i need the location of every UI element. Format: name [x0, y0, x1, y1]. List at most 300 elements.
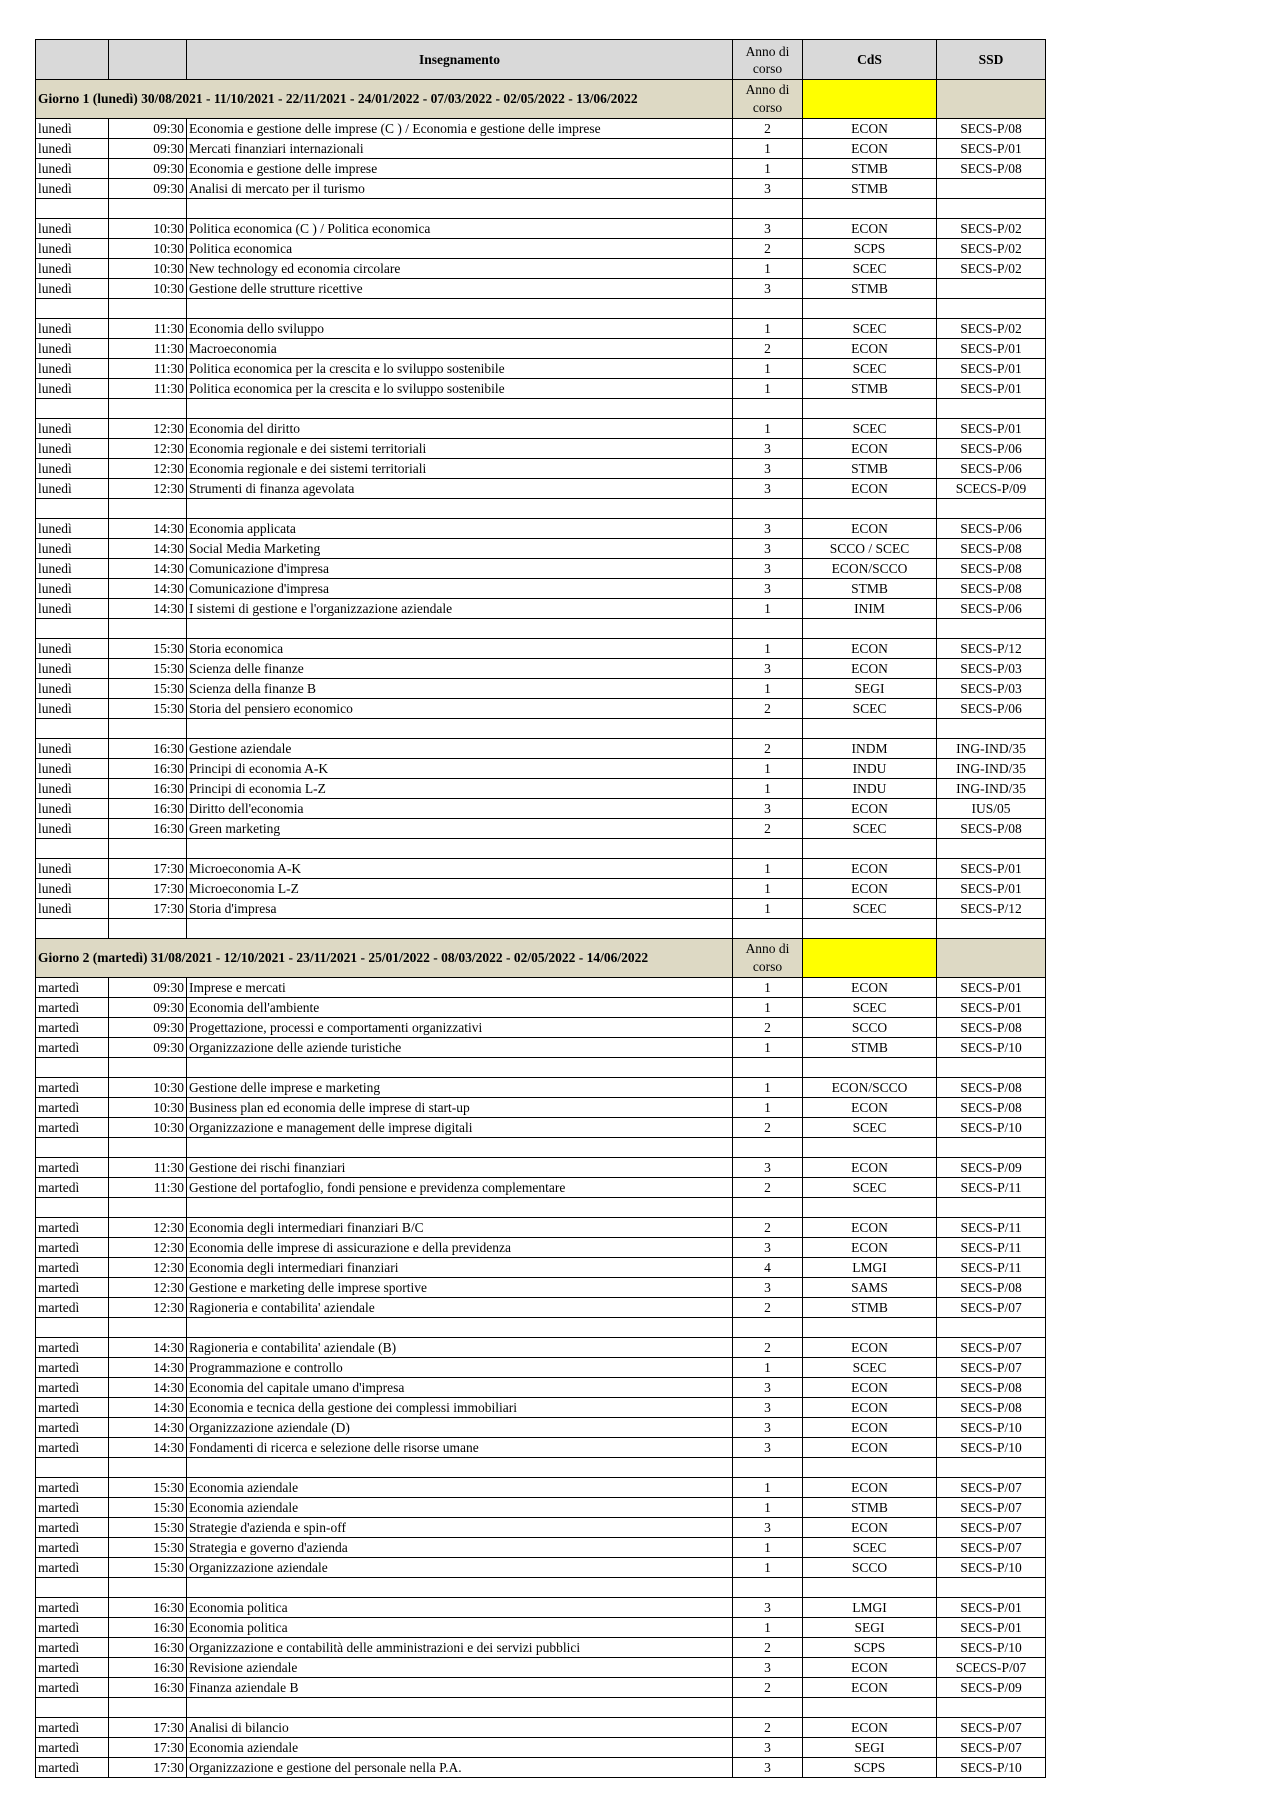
time-cell: 10:30	[109, 219, 187, 239]
year-cell: 1	[733, 1358, 803, 1378]
cds-cell: ECON	[803, 1678, 937, 1698]
day-cell: lunedì	[36, 759, 109, 779]
year-cell: 1	[733, 419, 803, 439]
course-cell: Ragioneria e contabilita' aziendale	[187, 1298, 733, 1318]
year-cell: 1	[733, 1078, 803, 1098]
cds-cell: ECON	[803, 219, 937, 239]
day-title: Giorno 2 (martedì) 31/08/2021 - 12/10/2021 - 23/11/2021 - 25/01/2022 - 08/03/2022 - 02/05/2022 - 14/06/2022	[36, 939, 733, 978]
blank-cell	[803, 1458, 937, 1478]
blank-cell	[109, 1578, 187, 1598]
year-cell: 2	[733, 699, 803, 719]
time-cell: 16:30	[109, 739, 187, 759]
header-blank-1	[36, 40, 109, 80]
year-cell: 2	[733, 1298, 803, 1318]
cds-cell: SCEC	[803, 899, 937, 919]
ssd-cell: ING-IND/35	[937, 759, 1046, 779]
ssd-cell: IUS/05	[937, 799, 1046, 819]
year-cell: 2	[733, 1338, 803, 1358]
course-cell: Imprese e mercati	[187, 978, 733, 998]
blank-cell	[803, 839, 937, 859]
day-cell: lunedì	[36, 699, 109, 719]
year-cell: 1	[733, 1618, 803, 1638]
blank-cell	[187, 1318, 733, 1338]
blank-cell	[109, 919, 187, 939]
table-row	[36, 479, 1046, 499]
course-cell: Principi di economia L-Z	[187, 779, 733, 799]
time-cell: 14:30	[109, 559, 187, 579]
cds-cell: SCEC	[803, 699, 937, 719]
ssd-cell: SECS-P/06	[937, 599, 1046, 619]
blank-cell	[109, 399, 187, 419]
ssd-cell: SECS-P/01	[937, 339, 1046, 359]
blank-cell	[937, 719, 1046, 739]
blank-row	[36, 1138, 1046, 1158]
year-cell: 3	[733, 439, 803, 459]
course-cell: Finanza aziendale B	[187, 1678, 733, 1698]
cds-cell: SCPS	[803, 239, 937, 259]
blank-cell	[937, 919, 1046, 939]
schedule-body	[36, 40, 1046, 1778]
blank-cell	[187, 499, 733, 519]
blank-row	[36, 1578, 1046, 1598]
blank-cell	[803, 1578, 937, 1598]
course-cell: Gestione aziendale	[187, 739, 733, 759]
day-cell: martedì	[36, 1758, 109, 1778]
cds-cell: STMB	[803, 1498, 937, 1518]
course-cell: Comunicazione d'impresa	[187, 559, 733, 579]
table-row	[36, 799, 1046, 819]
blank-cell	[187, 199, 733, 219]
table-row	[36, 459, 1046, 479]
blank-cell	[109, 1458, 187, 1478]
year-cell: 1	[733, 1558, 803, 1578]
blank-cell	[937, 1458, 1046, 1478]
time-cell: 10:30	[109, 1118, 187, 1138]
blank-cell	[937, 299, 1046, 319]
table-row	[36, 1598, 1046, 1618]
year-cell: 3	[733, 1398, 803, 1418]
day-cell: martedì	[36, 1538, 109, 1558]
table-row	[36, 339, 1046, 359]
course-cell: Strategia e governo d'azienda	[187, 1538, 733, 1558]
blank-cell	[187, 399, 733, 419]
course-cell: Gestione e marketing delle imprese sportive	[187, 1278, 733, 1298]
time-cell: 14:30	[109, 1358, 187, 1378]
day-cell: lunedì	[36, 239, 109, 259]
course-cell: Politica economica (C ) / Politica economica	[187, 219, 733, 239]
cds-cell: ECON	[803, 1418, 937, 1438]
cds-cell: ECON	[803, 1218, 937, 1238]
blank-cell	[109, 1058, 187, 1078]
year-cell: 2	[733, 119, 803, 139]
table-row	[36, 739, 1046, 759]
ssd-cell: SECS-P/01	[937, 1598, 1046, 1618]
blank-cell	[733, 1458, 803, 1478]
cds-cell: SCEC	[803, 419, 937, 439]
blank-cell	[803, 199, 937, 219]
day-cell: lunedì	[36, 679, 109, 699]
blank-cell	[187, 839, 733, 859]
year-cell: 1	[733, 599, 803, 619]
year-cell: 3	[733, 1518, 803, 1538]
year-cell: 1	[733, 899, 803, 919]
ssd-cell: ING-IND/35	[937, 739, 1046, 759]
blank-cell	[36, 839, 109, 859]
time-cell: 16:30	[109, 819, 187, 839]
year-cell: 2	[733, 1178, 803, 1198]
blank-cell	[733, 299, 803, 319]
blank-cell	[733, 919, 803, 939]
table-row	[36, 779, 1046, 799]
ssd-cell: SECS-P/11	[937, 1178, 1046, 1198]
blank-row	[36, 839, 1046, 859]
course-cell: Politica economica	[187, 239, 733, 259]
table-row	[36, 1518, 1046, 1538]
blank-cell	[36, 919, 109, 939]
blank-cell	[187, 1138, 733, 1158]
day-cell: lunedì	[36, 119, 109, 139]
course-cell: New technology ed economia circolare	[187, 259, 733, 279]
year-cell: 2	[733, 339, 803, 359]
course-cell: Analisi di bilancio	[187, 1718, 733, 1738]
course-cell: Economia e gestione delle imprese (C ) / Economia e gestione delle imprese	[187, 119, 733, 139]
course-cell: Principi di economia A-K	[187, 759, 733, 779]
ssd-cell: SECS-P/06	[937, 519, 1046, 539]
table-row	[36, 819, 1046, 839]
cds-cell: STMB	[803, 159, 937, 179]
ssd-cell: SECS-P/07	[937, 1478, 1046, 1498]
ssd-cell: SECS-P/01	[937, 139, 1046, 159]
day-title: Giorno 1 (lunedì) 30/08/2021 - 11/10/2021 - 22/11/2021 - 24/01/2022 - 07/03/2022 - 02/05/2022 - 13/06/2022	[36, 80, 733, 119]
blank-row	[36, 919, 1046, 939]
time-cell: 11:30	[109, 319, 187, 339]
time-cell: 14:30	[109, 1438, 187, 1458]
table-row	[36, 279, 1046, 299]
blank-cell	[803, 1138, 937, 1158]
ssd-cell: SECS-P/03	[937, 679, 1046, 699]
day-cell: martedì	[36, 1038, 109, 1058]
blank-cell	[803, 499, 937, 519]
day-cell: lunedì	[36, 359, 109, 379]
blank-cell	[187, 619, 733, 639]
cds-cell: SAMS	[803, 1278, 937, 1298]
cds-cell: ECON	[803, 1378, 937, 1398]
day-cell: lunedì	[36, 159, 109, 179]
blank-cell	[109, 839, 187, 859]
ssd-cell: SECS-P/08	[937, 1018, 1046, 1038]
day-cell: lunedì	[36, 879, 109, 899]
ssd-cell: SECS-P/08	[937, 119, 1046, 139]
blank-cell	[36, 1058, 109, 1078]
table-row	[36, 699, 1046, 719]
ssd-cell: SECS-P/02	[937, 239, 1046, 259]
course-cell: Economia degli intermediari finanziari	[187, 1258, 733, 1278]
time-cell: 09:30	[109, 978, 187, 998]
year-cell: 3	[733, 179, 803, 199]
time-cell: 14:30	[109, 1398, 187, 1418]
time-cell: 15:30	[109, 1558, 187, 1578]
table-row	[36, 379, 1046, 399]
table-row	[36, 319, 1046, 339]
day-cell: martedì	[36, 1358, 109, 1378]
year-cell: 1	[733, 1478, 803, 1498]
year-cell: 1	[733, 139, 803, 159]
cds-cell: LMGI	[803, 1598, 937, 1618]
blank-cell	[803, 399, 937, 419]
blank-cell	[733, 1058, 803, 1078]
blank-cell	[36, 1318, 109, 1338]
table-row	[36, 519, 1046, 539]
blank-cell	[36, 199, 109, 219]
time-cell: 15:30	[109, 659, 187, 679]
day-cell: lunedì	[36, 319, 109, 339]
blank-cell	[109, 1138, 187, 1158]
day-cell: lunedì	[36, 339, 109, 359]
table-row	[36, 1018, 1046, 1038]
table-row	[36, 1618, 1046, 1638]
course-cell: Gestione dei rischi finanziari	[187, 1158, 733, 1178]
year-cell: 3	[733, 279, 803, 299]
time-cell: 12:30	[109, 419, 187, 439]
day-cell: martedì	[36, 1258, 109, 1278]
blank-cell	[36, 499, 109, 519]
year-cell: 1	[733, 259, 803, 279]
table-row	[36, 759, 1046, 779]
blank-cell	[36, 299, 109, 319]
course-cell: Strumenti di finanza agevolata	[187, 479, 733, 499]
ssd-cell: SECS-P/10	[937, 1558, 1046, 1578]
blank-cell	[803, 1198, 937, 1218]
course-cell: Economia aziendale	[187, 1478, 733, 1498]
blank-cell	[109, 299, 187, 319]
table-row	[36, 1398, 1046, 1418]
day-cell: martedì	[36, 1618, 109, 1638]
table-row	[36, 1278, 1046, 1298]
table-row	[36, 599, 1046, 619]
blank-cell	[109, 1318, 187, 1338]
day-cell: lunedì	[36, 819, 109, 839]
year-cell: 3	[733, 1658, 803, 1678]
cds-cell: INDM	[803, 739, 937, 759]
year-cell: 1	[733, 1538, 803, 1558]
ssd-cell: SECS-P/10	[937, 1438, 1046, 1458]
blank-cell	[187, 919, 733, 939]
ssd-cell: SECS-P/11	[937, 1238, 1046, 1258]
time-cell: 16:30	[109, 1638, 187, 1658]
ssd-cell: SECS-P/12	[937, 639, 1046, 659]
year-cell: 4	[733, 1258, 803, 1278]
table-row	[36, 159, 1046, 179]
blank-cell	[109, 499, 187, 519]
cds-cell: ECON	[803, 1338, 937, 1358]
table-row	[36, 419, 1046, 439]
year-cell: 1	[733, 1498, 803, 1518]
blank-cell	[733, 1138, 803, 1158]
blank-cell	[733, 1698, 803, 1718]
day-cell: lunedì	[36, 439, 109, 459]
blank-cell	[937, 199, 1046, 219]
ssd-cell: SECS-P/08	[937, 579, 1046, 599]
ssd-cell: SECS-P/02	[937, 219, 1046, 239]
course-cell: Organizzazione e contabilità delle amministrazioni e dei servizi pubblici	[187, 1638, 733, 1658]
blank-cell	[937, 1318, 1046, 1338]
course-cell: Economia applicata	[187, 519, 733, 539]
blank-cell	[937, 1578, 1046, 1598]
day-cell: martedì	[36, 1098, 109, 1118]
cds-cell: ECON	[803, 1238, 937, 1258]
blank-cell	[733, 719, 803, 739]
year-cell: 3	[733, 1158, 803, 1178]
time-cell: 16:30	[109, 759, 187, 779]
blank-cell	[36, 399, 109, 419]
cds-cell: SCEC	[803, 1178, 937, 1198]
blank-cell	[36, 1458, 109, 1478]
table-row	[36, 1718, 1046, 1738]
year-cell: 2	[733, 1678, 803, 1698]
day-cell: lunedì	[36, 559, 109, 579]
cds-cell: ECON	[803, 879, 937, 899]
cds-cell: ECON	[803, 519, 937, 539]
day-cell: lunedì	[36, 599, 109, 619]
course-cell: Economia degli intermediari finanziari B/C	[187, 1218, 733, 1238]
blank-cell	[803, 1318, 937, 1338]
course-cell: Politica economica per la crescita e lo sviluppo sostenibile	[187, 379, 733, 399]
course-cell: Organizzazione aziendale (D)	[187, 1418, 733, 1438]
year-cell: 1	[733, 859, 803, 879]
blank-cell	[36, 1198, 109, 1218]
time-cell: 16:30	[109, 1598, 187, 1618]
cds-cell: INDU	[803, 779, 937, 799]
table-row	[36, 1178, 1046, 1198]
day-blank-cell	[937, 939, 1046, 978]
blank-cell	[36, 1698, 109, 1718]
year-cell: 3	[733, 1238, 803, 1258]
cds-cell: STMB	[803, 379, 937, 399]
ssd-cell: SECS-P/06	[937, 439, 1046, 459]
day-cell: lunedì	[36, 219, 109, 239]
cds-cell: STMB	[803, 279, 937, 299]
blank-row	[36, 299, 1046, 319]
course-cell: Green marketing	[187, 819, 733, 839]
course-cell: Progettazione, processi e comportamenti organizzativi	[187, 1018, 733, 1038]
year-cell: 3	[733, 799, 803, 819]
ssd-cell: SECS-P/10	[937, 1038, 1046, 1058]
course-cell: Gestione delle imprese e marketing	[187, 1078, 733, 1098]
day-cell: martedì	[36, 1218, 109, 1238]
day-cell: martedì	[36, 1518, 109, 1538]
ssd-cell: SCECS-P/07	[937, 1658, 1046, 1678]
year-cell: 3	[733, 219, 803, 239]
year-cell: 2	[733, 1718, 803, 1738]
cds-cell: STMB	[803, 1298, 937, 1318]
day-cell: martedì	[36, 1718, 109, 1738]
day-cell: martedì	[36, 1478, 109, 1498]
year-cell: 3	[733, 1378, 803, 1398]
ssd-cell: SECS-P/07	[937, 1538, 1046, 1558]
day-cell: lunedì	[36, 419, 109, 439]
ssd-cell: SECS-P/11	[937, 1258, 1046, 1278]
time-cell: 14:30	[109, 579, 187, 599]
time-cell: 10:30	[109, 259, 187, 279]
year-cell: 2	[733, 1118, 803, 1138]
blank-cell	[109, 1698, 187, 1718]
course-cell: Microeconomia A-K	[187, 859, 733, 879]
blank-row	[36, 399, 1046, 419]
ssd-cell: SECS-P/07	[937, 1718, 1046, 1738]
day-header-row	[36, 939, 1046, 978]
blank-cell	[937, 1138, 1046, 1158]
course-cell: Microeconomia L-Z	[187, 879, 733, 899]
table-row	[36, 1418, 1046, 1438]
year-cell: 3	[733, 1598, 803, 1618]
ssd-cell: SECS-P/08	[937, 1378, 1046, 1398]
table-row	[36, 119, 1046, 139]
table-row	[36, 219, 1046, 239]
year-cell: 1	[733, 319, 803, 339]
year-cell: 1	[733, 1038, 803, 1058]
year-cell: 1	[733, 679, 803, 699]
blank-cell	[803, 299, 937, 319]
time-cell: 15:30	[109, 639, 187, 659]
time-cell: 14:30	[109, 1418, 187, 1438]
course-cell: Storia economica	[187, 639, 733, 659]
ssd-cell: SECS-P/01	[937, 879, 1046, 899]
ssd-cell: SECS-P/06	[937, 699, 1046, 719]
day-anno-label: Anno di corso	[733, 939, 803, 978]
year-cell: 2	[733, 1638, 803, 1658]
time-cell: 14:30	[109, 599, 187, 619]
header-insegnamento: Insegnamento	[187, 40, 733, 80]
table-row	[36, 679, 1046, 699]
blank-cell	[937, 1058, 1046, 1078]
ssd-cell: SECS-P/07	[937, 1518, 1046, 1538]
cds-cell: ECON	[803, 1518, 937, 1538]
time-cell: 17:30	[109, 1758, 187, 1778]
course-cell: Organizzazione e gestione del personale nella P.A.	[187, 1758, 733, 1778]
day-cell: martedì	[36, 1738, 109, 1758]
course-cell: Scienza della finanze B	[187, 679, 733, 699]
blank-row	[36, 1698, 1046, 1718]
cds-cell: ECON	[803, 479, 937, 499]
time-cell: 16:30	[109, 1678, 187, 1698]
ssd-cell: SECS-P/01	[937, 1618, 1046, 1638]
course-cell: Mercati finanziari internazionali	[187, 139, 733, 159]
time-cell: 16:30	[109, 1658, 187, 1678]
time-cell: 09:30	[109, 139, 187, 159]
table-row	[36, 1038, 1046, 1058]
table-row	[36, 1678, 1046, 1698]
course-cell: Economia politica	[187, 1618, 733, 1638]
time-cell: 17:30	[109, 1718, 187, 1738]
ssd-cell	[937, 279, 1046, 299]
year-cell: 3	[733, 459, 803, 479]
cds-cell: ECON	[803, 339, 937, 359]
year-cell: 3	[733, 1758, 803, 1778]
table-row	[36, 1158, 1046, 1178]
cds-cell: ECON	[803, 1718, 937, 1738]
cds-cell: SCEC	[803, 819, 937, 839]
cds-cell: STMB	[803, 579, 937, 599]
day-cell: martedì	[36, 1178, 109, 1198]
day-cell: martedì	[36, 1598, 109, 1618]
time-cell: 09:30	[109, 179, 187, 199]
ssd-cell: SECS-P/07	[937, 1738, 1046, 1758]
course-cell: Economia aziendale	[187, 1738, 733, 1758]
schedule-table	[35, 39, 1046, 1778]
year-cell: 2	[733, 739, 803, 759]
blank-cell	[187, 719, 733, 739]
blank-cell	[36, 1138, 109, 1158]
